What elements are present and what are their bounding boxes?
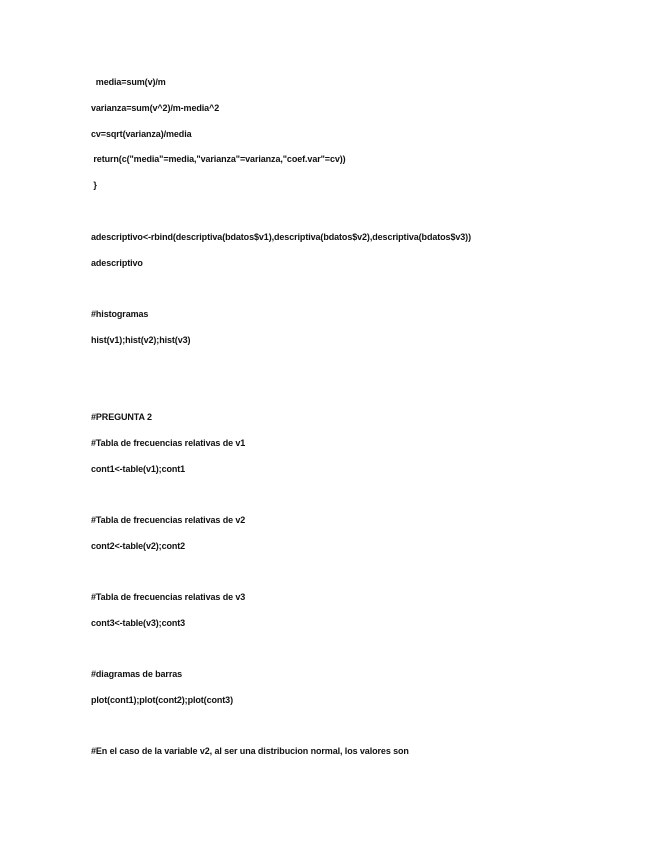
code-line-cont2: cont2<-table(v2);cont2 xyxy=(91,541,186,551)
code-line-adescriptivo-rbind: adescriptivo<-rbind(descriptiva(bdatos$v1),descriptiva(bdatos$v2),descriptiva(bdatos$v3)) xyxy=(91,232,471,242)
comment-diagramas-barras: #diagramas de barras xyxy=(91,669,183,679)
code-line-hist: hist(v1);hist(v2);hist(v3) xyxy=(91,335,191,345)
comment-histogramas: #histogramas xyxy=(91,309,149,319)
code-line-varianza: varianza=sum(v^2)/m-media^2 xyxy=(91,103,220,113)
code-line-return: return(c("media"=media,"varianza"=varianza,"coef.var"=cv)) xyxy=(91,154,346,164)
code-line-media: media=sum(v)/m xyxy=(91,77,166,87)
comment-tabla-v2: #Tabla de frecuencias relativas de v2 xyxy=(91,515,246,525)
comment-tabla-v1: #Tabla de frecuencias relativas de v1 xyxy=(91,438,246,448)
code-line-cont1: cont1<-table(v1);cont1 xyxy=(91,464,186,474)
code-line-closing-brace: } xyxy=(91,180,97,190)
comment-pregunta-2: #PREGUNTA 2 xyxy=(91,412,152,422)
comment-variable-v2: #En el caso de la variable v2, al ser una distribucion normal, los valores son xyxy=(91,746,409,756)
code-line-plot: plot(cont1);plot(cont2);plot(cont3) xyxy=(91,695,233,705)
comment-tabla-v3: #Tabla de frecuencias relativas de v3 xyxy=(91,592,246,602)
code-line-cv: cv=sqrt(varianza)/media xyxy=(91,129,192,139)
code-line-adescriptivo: adescriptivo xyxy=(91,258,143,268)
code-line-cont3: cont3<-table(v3);cont3 xyxy=(91,618,186,628)
